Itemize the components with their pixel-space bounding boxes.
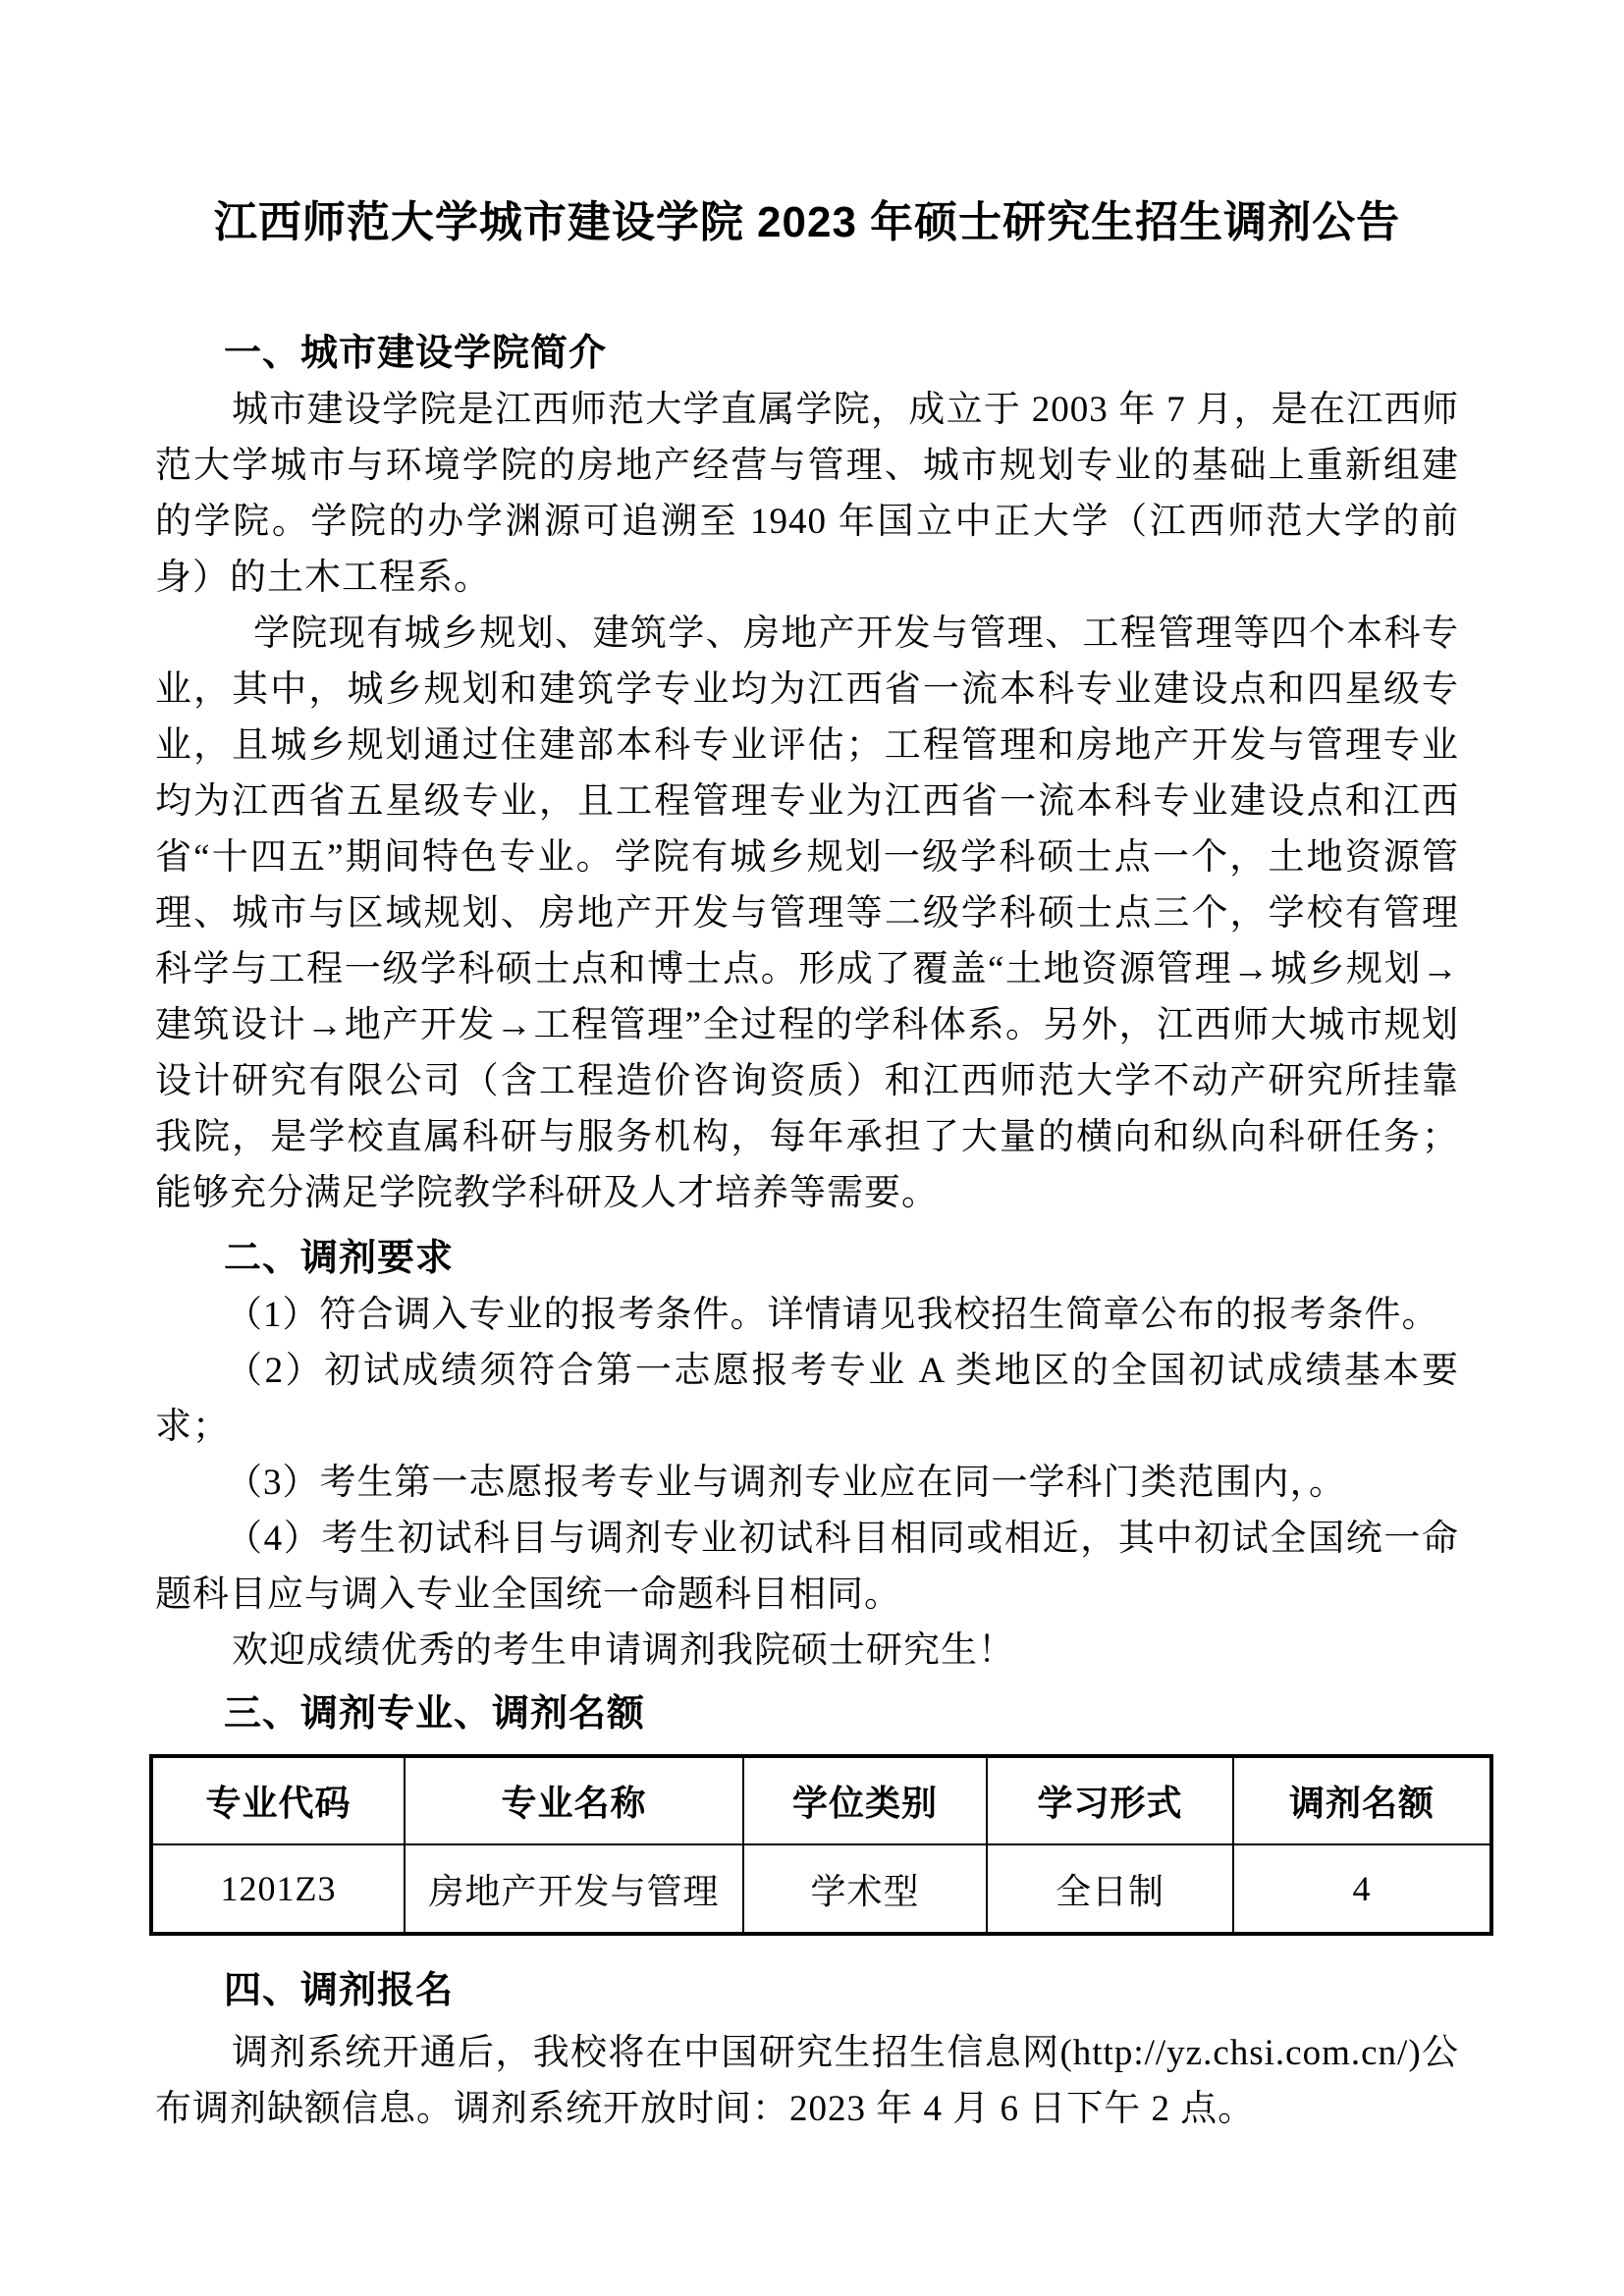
requirement-item-3: （3）考生第一志愿报考专业与调剂专业应在同一学科门类范围内，。 <box>226 1463 1346 1503</box>
section4-heading: 四、调剂报名 <box>224 1970 455 2011</box>
table-cell-degree-type: 学术型 <box>743 1844 987 1934</box>
table-header-quota: 调剂名额 <box>1233 1756 1491 1844</box>
section4-paragraph: 调剂系统开通后，我校将在中国研究生招生信息网(http://yz.chsi.com.cn/)公布调剂缺额信息。调剂系统开放时间：2023 年 4 月 6 日下午 2 点。 <box>155 2033 1459 2129</box>
table-cell-study-mode: 全日制 <box>987 1844 1233 1934</box>
section3-heading: 三、调剂专业、调剂名额 <box>224 1693 646 1735</box>
table-header-study-mode: 学习形式 <box>987 1756 1233 1844</box>
section1-paragraph-1: 城市建设学院是江西师范大学直属学院，成立于 2003 年 7 月，是在江西师范大学城市与环境学院的房地产经营与管理、城市规划专业的基础上重新组建的学院。学院的办学渊源可追溯至 1940 年国立中正大学（江西师范大学的前身）的土木工程系。 <box>155 390 1459 598</box>
table-cell-quota: 4 <box>1233 1844 1491 1934</box>
table-header-major-name: 专业名称 <box>405 1756 743 1844</box>
requirement-item-1: （1）符合调入专业的报考条件。详情请见我校招生简章公布的报考条件。 <box>226 1295 1439 1335</box>
table-header-major-code: 专业代码 <box>151 1756 405 1844</box>
welcome-line: 欢迎成绩优秀的考生申请调剂我院硕士研究生！ <box>232 1630 1015 1671</box>
document-title: 江西师范大学城市建设学院 2023 年硕士研究生招生调剂公告 <box>213 198 1401 246</box>
table-header-row <box>151 1756 1491 1844</box>
table-row <box>151 1844 1491 1934</box>
table-cell-major-name: 房地产开发与管理 <box>405 1844 743 1934</box>
table-header-degree-type: 学位类别 <box>743 1756 987 1844</box>
requirement-item-4: （4）考生初试科目与调剂专业初试科目相同或相近，其中初试全国统一命题科目应与调入专业全国统一命题科目相同。 <box>155 1519 1459 1615</box>
transfer-quota-table <box>149 1754 1493 1936</box>
section1-paragraph-2: 学院现有城乡规划、建筑学、房地产开发与管理、工程管理等四个本科专业，其中，城乡规划和建筑学专业均为江西省一流本科专业建设点和四星级专业，且城乡规划通过住建部本科专业评估；工程管理和房地产开发与管理专业均为江西省五星级专业，且工程管理专业为江西省一流本科专业建设点和江西省“十四五”期间特色专业。学院有城乡规划一级学科硕士点一个，土地资源管理、城市与区域规划、房地产开发与管理等二级学科硕士点三个，学校有管理科学与工程一级学科硕士点和博士点。形成了覆盖“土地资源管理→城乡规划→建筑设计→地产开发→工程管理”全过程的学科体系。另外，江西师大城市规划设计研究有限公司（含工程造价咨询资质）和江西师范大学不动产研究所挂靠我院，是学校直属科研与服务机构，每年承担了大量的横向和纵向科研任务；能够充分满足学院教学科研及人才培养等需要。 <box>155 614 1459 1213</box>
table-cell-major-code: 1201Z3 <box>151 1844 405 1934</box>
section1-heading: 一、城市建设学院简介 <box>224 333 608 374</box>
requirement-item-2: （2）初试成绩须符合第一志愿报考专业 A 类地区的全国初试成绩基本要求； <box>155 1351 1459 1447</box>
section2-heading: 二、调剂要求 <box>224 1238 455 1279</box>
